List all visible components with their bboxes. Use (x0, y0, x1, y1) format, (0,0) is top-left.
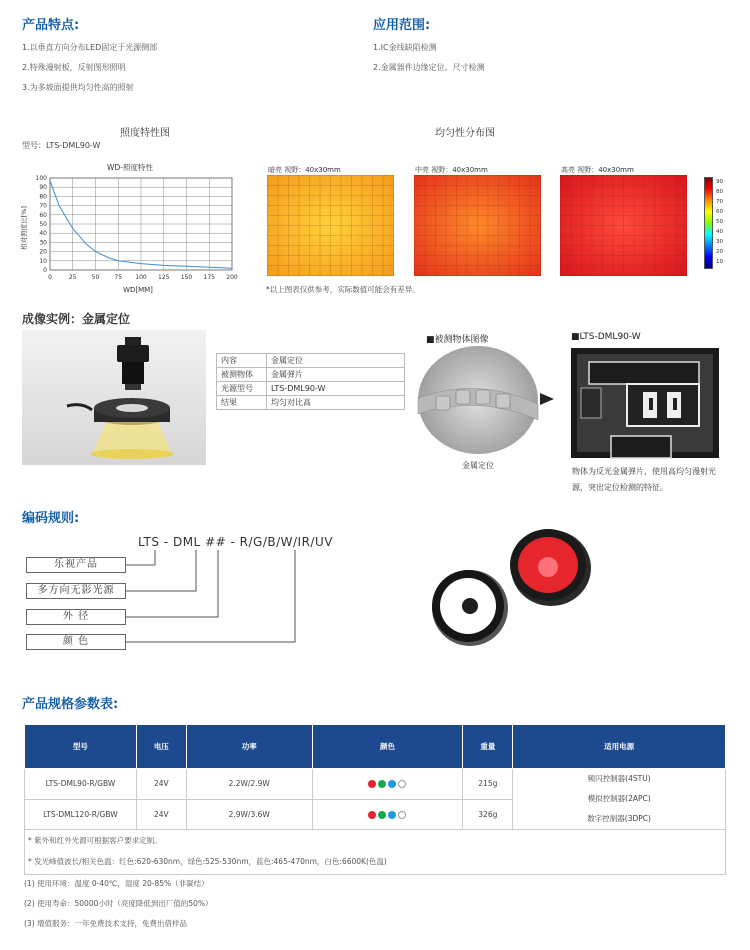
colorbar-tick: 40 (716, 229, 723, 235)
ring-light-camera-illustration (22, 330, 206, 465)
chart-ylabel: 相对照度比[%] (20, 206, 28, 250)
colorbar-tick: 20 (716, 249, 723, 255)
heatmap-label: 中亮 视野：40x30mm (415, 166, 488, 174)
info-key: 被测物体 (217, 368, 267, 382)
x-tick-label: 150 (180, 274, 193, 281)
y-tick-label: 100 (35, 175, 47, 182)
y-tick-label: 60 (39, 211, 47, 219)
x-tick-label: 75 (114, 274, 123, 281)
colorbar (704, 177, 713, 269)
info-value: 金属弹片 (267, 368, 405, 382)
colorbar-tick: 60 (716, 209, 723, 215)
heatmap-high (560, 175, 687, 276)
spec-cell: 326g (463, 799, 513, 830)
info-key: 结果 (217, 396, 267, 410)
heatmap-mid (414, 175, 541, 276)
code-box-color: 颜 色 (26, 634, 126, 650)
x-tick-label: 175 (203, 274, 215, 281)
arrow-right-icon (540, 393, 554, 405)
white-dot-icon (398, 811, 406, 819)
blue-dot-icon (388, 811, 396, 819)
code-sep: - (159, 535, 173, 549)
code-box-type: 多方向无影光源 (26, 583, 126, 599)
colorbar-tick: 80 (716, 189, 723, 195)
y-tick-label: 50 (39, 221, 47, 228)
feature-item: 1.以垂直方向分布LED固定于光源侧部 (22, 43, 158, 52)
spec-header: 适用电源 (513, 725, 726, 769)
info-value: LTS-DML90-W (267, 382, 405, 396)
ring-light-products (426, 528, 596, 658)
green-dot-icon (378, 780, 386, 788)
spec-header: 功率 (186, 725, 312, 769)
y-tick-label: 90 (39, 184, 47, 192)
result-caption: 物体为反光金属弹片，使用高均匀漫射光源，突出定位检测的特征。 (572, 467, 716, 492)
y-tick-label: 0 (43, 267, 47, 274)
code-part-color: R/G/B/W/IR/UV (239, 535, 333, 549)
y-tick-label: 40 (39, 230, 47, 238)
object-image (418, 346, 538, 454)
y-tick-label: 70 (39, 202, 47, 210)
x-tick-label: 25 (68, 274, 77, 281)
model-label: 型号：LTS-DML90-W (22, 141, 101, 150)
object-caption: 金属定位 (462, 461, 494, 470)
colorbar-tick: 50 (716, 219, 723, 225)
applications-title: 应用范围: (373, 18, 431, 33)
x-tick-label: 50 (91, 274, 100, 281)
code-part-brand: LTS (138, 535, 160, 549)
illum-section-title: 照度特性图 (120, 128, 170, 139)
color-dots-cell (312, 799, 463, 830)
spec-table (24, 724, 726, 830)
code-part-size: ## (205, 535, 227, 549)
spec-cell: LTS-DML90-R/GBW (25, 769, 137, 800)
result-image (571, 348, 719, 458)
application-item: 2.金属器件边缘定位、尺寸检测 (373, 63, 485, 72)
result-image-label: ■LTS-DML90-W (571, 332, 641, 342)
y-tick-label: 10 (39, 257, 47, 265)
spec-cell: 24V (136, 769, 186, 800)
chart-title: WD-照度特性 (107, 163, 153, 172)
application-item: 1.IC金线缺陷检测 (373, 43, 437, 52)
spec-header: 型号 (25, 725, 137, 769)
spec-cell: LTS-DML120-R/GBW (25, 799, 137, 830)
spec-header: 电压 (136, 725, 186, 769)
code-part-series: DML (172, 535, 201, 549)
info-key: 光源型号 (217, 382, 267, 396)
uniformity-section-title: 均匀性分布图 (435, 128, 495, 139)
colorbar-tick: 10 (716, 259, 723, 265)
heatmap-label: 暗亮 视野：40x30mm (268, 166, 341, 174)
spec-note: * 紫外和红外光源可根据客户要求定制。 (28, 836, 162, 845)
x-tick-label: 0 (48, 274, 52, 281)
coding-title: 编码规则: (22, 511, 80, 526)
feature-item: 3.为多坡面提供均匀性高的照射 (22, 83, 134, 92)
spec-header: 颜色 (312, 725, 463, 769)
spec-cell: 24V (136, 799, 186, 830)
y-tick-label: 80 (39, 193, 47, 201)
footer-note: (3) 增值服务：一年免费技术支持，免费出借样品 (24, 919, 188, 928)
x-tick-label: 100 (135, 274, 147, 281)
blue-dot-icon (388, 780, 396, 788)
colorbar-ticks (716, 175, 730, 271)
red-dot-icon (368, 811, 376, 819)
chart-xlabel: WD[MM] (123, 286, 153, 294)
info-key: 内容 (217, 354, 267, 368)
heatmap-low (267, 175, 394, 276)
uniformity-note: *以上图表仅供参考，实际数值可能会有差异。 (266, 285, 420, 294)
spec-cell: 215g (463, 769, 513, 800)
spec-note: * 发光峰值波长/相关色温：红色:620-630nm，绿色:525-530nm，蓝色:465-470nm，白色:6600K(色温) (28, 857, 387, 866)
footer-note: (2) 使用寿命：50000小时（亮度降低到出厂值的50%） (24, 899, 213, 908)
x-tick-label: 125 (158, 274, 170, 281)
power-supply-item: 数字控制器(3DPC) (587, 814, 651, 823)
y-tick-label: 20 (39, 248, 47, 256)
spec-cell: 2.2W/2.9W (186, 769, 312, 800)
colorbar-tick: 90 (716, 179, 723, 185)
object-image-label: ■被测物体图像 (426, 335, 489, 345)
green-dot-icon (378, 811, 386, 819)
red-dot-icon (368, 780, 376, 788)
info-value: 均匀对比高 (267, 396, 405, 410)
spec-header: 重量 (463, 725, 513, 769)
features-title: 产品特点: (22, 18, 80, 33)
specs-title: 产品规格参数表: (22, 697, 119, 712)
code-box-brand: 乐视产品 (26, 557, 126, 573)
example-info-table (216, 353, 405, 410)
power-supply-cell (513, 769, 726, 830)
x-tick-label: 200 (226, 274, 238, 281)
product-photo (22, 330, 206, 465)
spec-cell: 2.9W/3.6W (186, 799, 312, 830)
example-title: 成像实例：金属定位 (22, 312, 131, 326)
y-tick-label: 30 (39, 239, 47, 247)
colorbar-tick: 30 (716, 239, 723, 245)
colorbar-tick: 70 (716, 199, 723, 205)
wd-illuminance-chart (20, 158, 238, 298)
color-dots-cell (312, 769, 463, 800)
power-supply-item: 模拟控制器(2APC) (587, 794, 651, 803)
info-value: 金属定位 (267, 354, 405, 368)
heatmap-label: 高亮 视野：40x30mm (561, 166, 634, 174)
table-row (25, 769, 726, 800)
feature-item: 2.特殊漫射板，反射图形照明 (22, 63, 126, 72)
power-supply-item: 频闪控制器(4STU) (587, 774, 651, 783)
footer-note: (1) 使用环境：温度 0-40℃，湿度 20-85%（非凝结） (24, 879, 209, 888)
code-sep: - (226, 535, 240, 549)
code-box-diameter: 外 径 (26, 609, 126, 625)
white-dot-icon (398, 780, 406, 788)
